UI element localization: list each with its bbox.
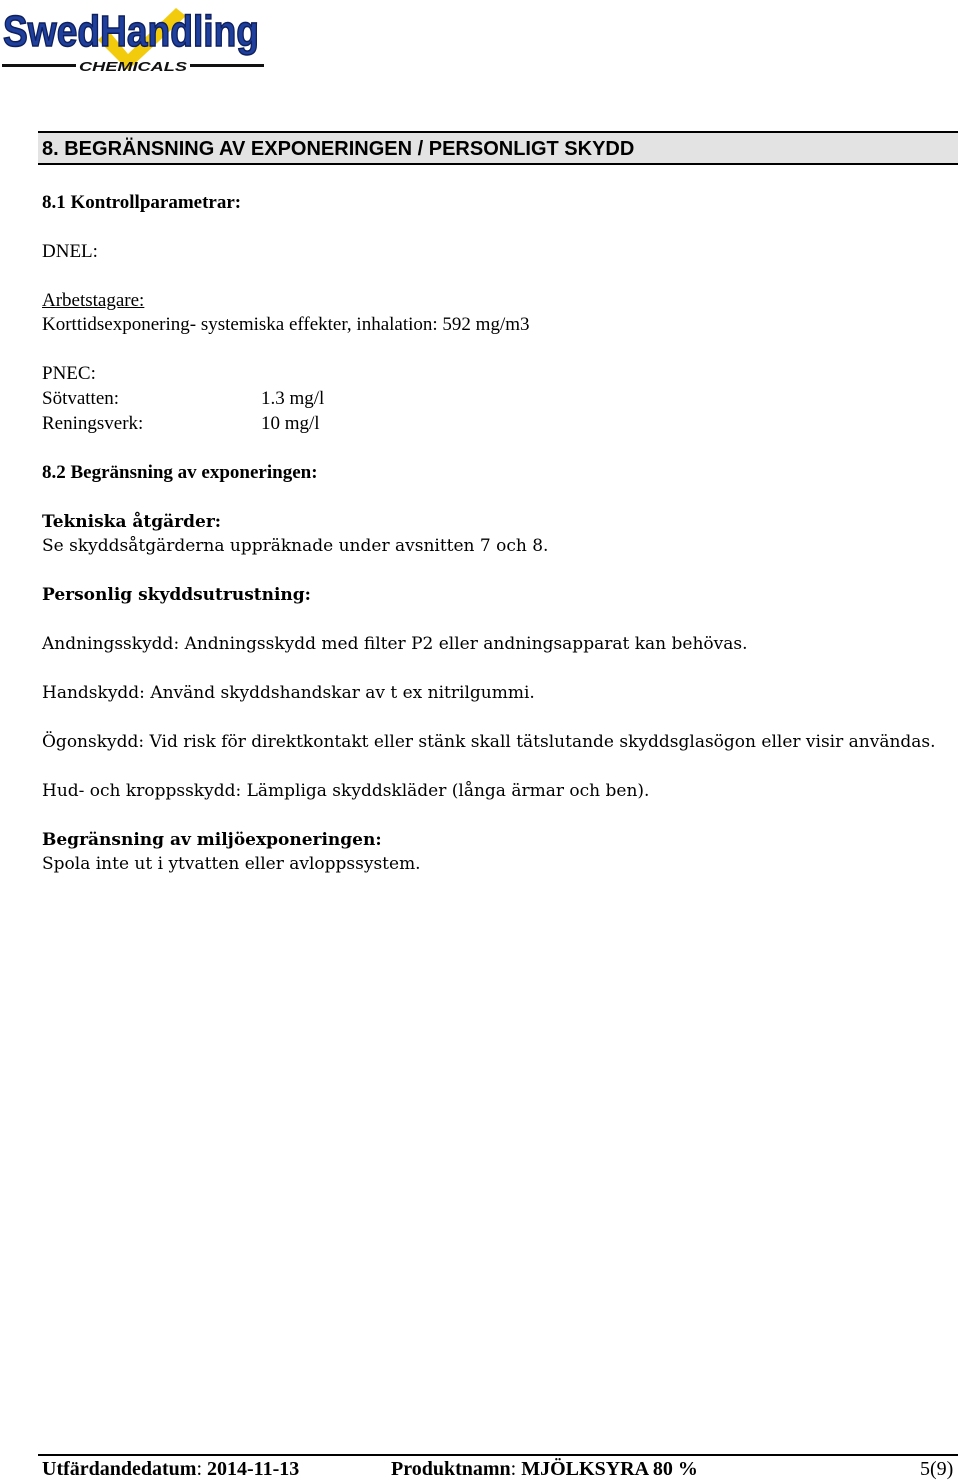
logo-wordmark: SwedHandling [3,7,259,56]
footer-product: Produktnamn: MJÖLKSYRA 80 % [391,1458,698,1480]
footer-date-label: Utfärdandedatum [42,1458,197,1480]
tekniska-heading: Tekniska åtgärder: [42,512,222,532]
miljo-text: Spola inte ut i ytvatten eller avloppssystem. [42,854,421,874]
logo-subtitle: CHEMICALS [79,59,188,74]
tekniska-text: Se skyddsåtgärderna uppräknade under avsnitten 7 och 8. [42,536,549,556]
hudskydd-text: Hud- och kroppsskydd: Lämpliga skyddskläder (långa ärmar och ben). [42,781,650,801]
arbetstagare-label: Arbetstagare: [42,290,145,311]
logo-underline-left [2,64,76,67]
dnel-label: DNEL: [42,241,98,262]
footer-rule [38,1454,958,1456]
company-logo [0,0,270,78]
pnec-row-label: Reningsverk: [42,413,144,434]
pnec-row-label: Sötvatten: [42,388,120,409]
andningsskydd-text: Andningsskydd: Andningsskydd med filter P2 eller andningsapparat kan behövas. [42,634,748,654]
korttid-text: Korttidsexponering- systemiska effekter, inhalation: 592 mg/m3 [42,314,530,335]
footer-date: Utfärdandedatum: 2014-11-13 [42,1458,300,1480]
miljo-heading: Begränsning av miljöexponeringen: [42,830,382,850]
footer-page-number: 5(9) [920,1458,954,1480]
footer-product-label: Produktnamn [391,1458,511,1480]
footer-product-value: MJÖLKSYRA 80 % [521,1458,698,1480]
section-header-bar [38,131,958,165]
pnec-row-value: 1.3 mg/l [261,388,325,409]
section-title: 8. BEGRÄNSNING AV EXPONERINGEN / PERSONLIGT SKYDD [42,138,635,160]
pnec-label: PNEC: [42,363,96,384]
personlig-heading: Personlig skyddsutrustning: [42,585,311,605]
pnec-row-value: 10 mg/l [261,413,320,434]
ogonskydd-text: Ögonskydd: Vid risk för direktkontakt eller stänk skall tätslutande skyddsglasögon eller visir användas. [42,732,936,752]
handskydd-text: Handskydd: Använd skyddshandskar av t ex nitrilgummi. [42,683,535,703]
logo-underline-right [190,64,264,67]
footer-date-value: 2014-11-13 [207,1458,300,1480]
subsection-8-2-heading: 8.2 Begränsning av exponeringen: [42,462,318,483]
subsection-8-1-heading: 8.1 Kontrollparametrar: [42,192,242,213]
